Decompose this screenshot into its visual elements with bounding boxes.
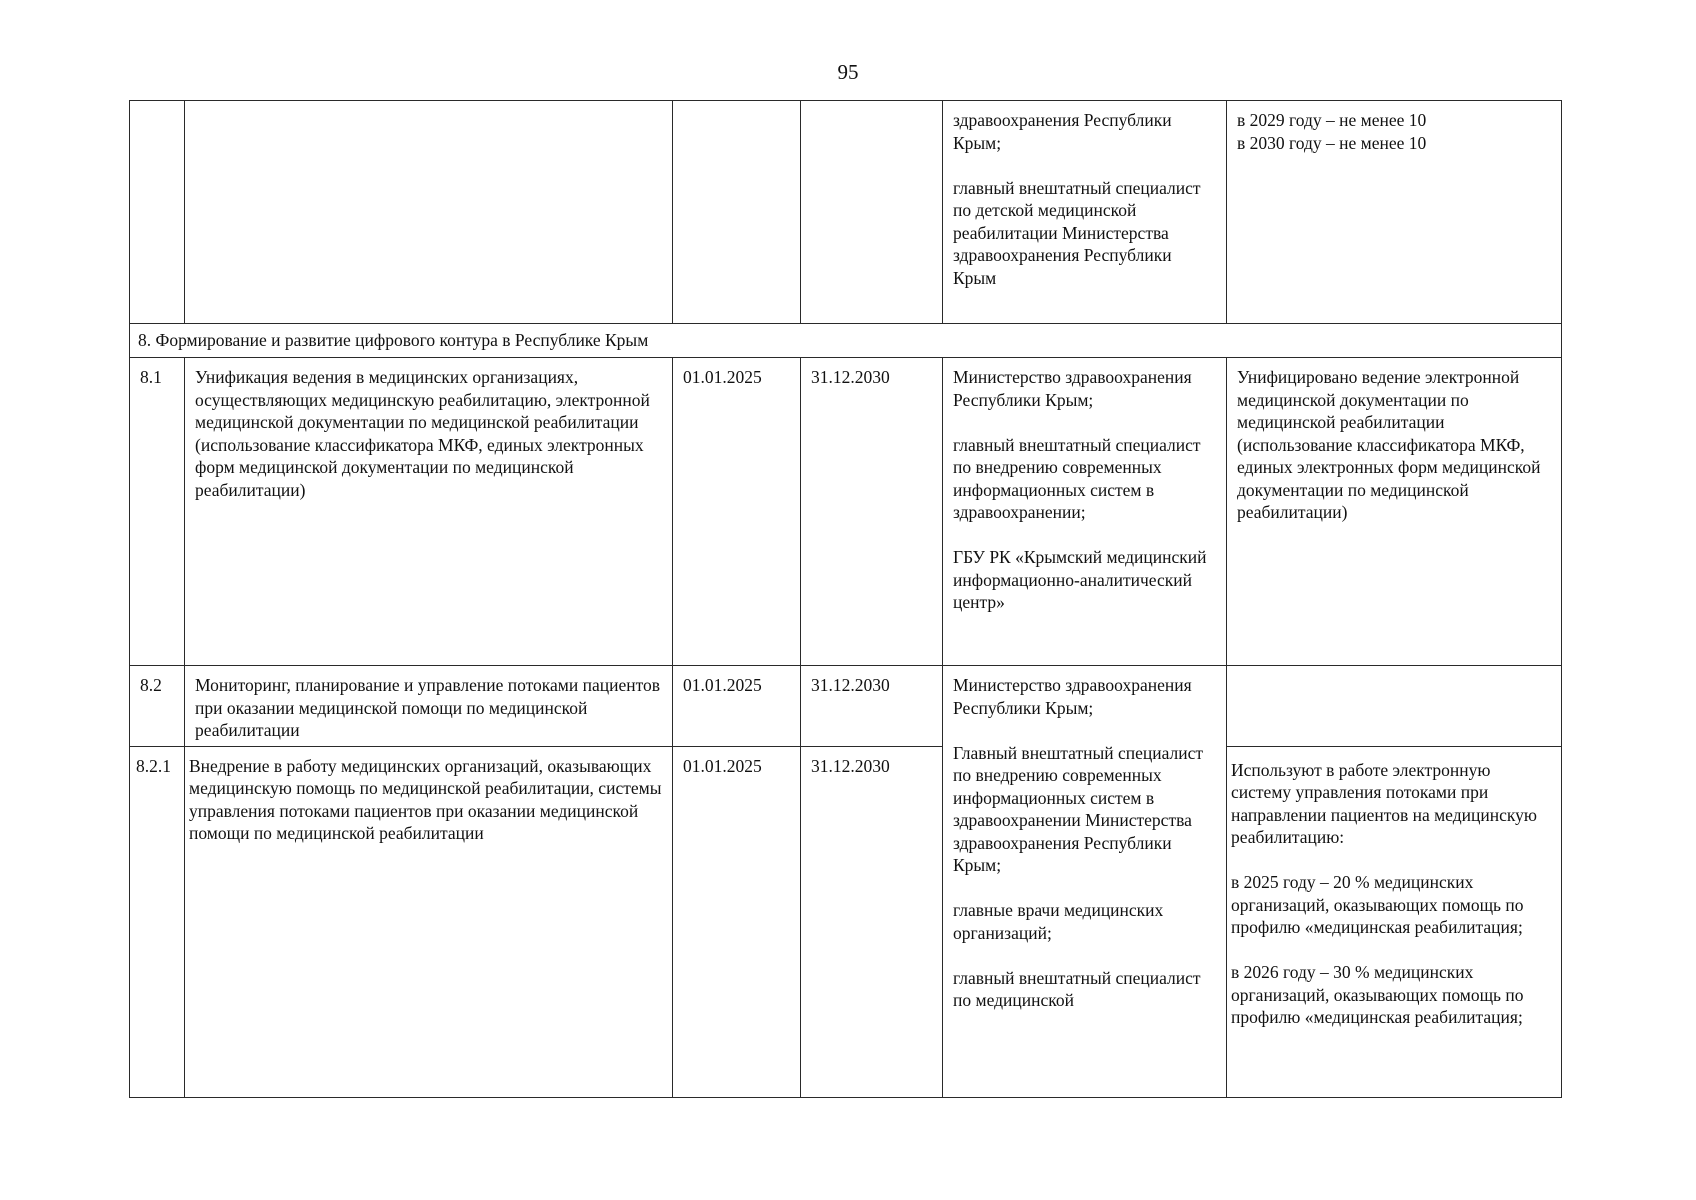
cell-num: 8.2.1	[130, 746, 185, 1097]
cell-name: Мониторинг, планирование и управление потоками пациентов при оказании медицинской помощи по медицинской реабилитации	[185, 666, 673, 747]
cell-responsible: здравоохранения Республики Крым; главный внештатный специалист по детской медицинской реабилитации Министерства здравоохранения Республики Крым	[943, 101, 1227, 324]
table-row	[130, 746, 1562, 1097]
cell-name	[185, 101, 673, 324]
responsible-text-continued: Главный внештатный специалист по внедрению современных информационных систем в здравоохранении Министерства здравоохранения Республики Крым; главные врачи медицинских организаций; главный внештатный специалист по медицинской	[953, 742, 1204, 1010]
cell-end-date: 31.12.2030	[801, 666, 943, 747]
cell-name: Унификация ведения в медицинских организациях, осуществляющих медицинскую реабилитацию, электронной медицинской документации по медицинской реабилитации (использование классификатора МКФ, единых электронных форм медицинской документации по медицинской реабилитации)	[185, 358, 673, 666]
cell-responsible: Министерство здравоохранения Республики Крым; главный внештатный специалист по внедрению современных информационных систем в здравоохранении; ГБУ РК «Крымский медицинский информационно-аналитический центр»	[943, 358, 1227, 666]
cell-end-date: 31.12.2030	[801, 358, 943, 666]
cell-end-date: 31.12.2030	[801, 746, 943, 1097]
table-row	[130, 358, 1562, 666]
responsible-text: Министерство здравоохранения Республики Крым;	[953, 675, 1192, 718]
section-row	[130, 324, 1562, 358]
table-row	[130, 101, 1562, 324]
cell-result: в 2029 году – не менее 10 в 2030 году – не менее 10	[1227, 101, 1562, 324]
page-number: 95	[837, 60, 859, 84]
activities-table	[129, 100, 1562, 1098]
cell-start-date: 01.01.2025	[673, 358, 801, 666]
cell-start-date: 01.01.2025	[673, 666, 801, 747]
cell-start-date: 01.01.2025	[673, 746, 801, 1097]
section-title: 8. Формирование и развитие цифрового контура в Республике Крым	[130, 324, 1562, 358]
cell-responsible	[943, 666, 1227, 1098]
table-row	[130, 666, 1562, 747]
cell-name: Внедрение в работу медицинских организаций, оказывающих медицинскую помощь по медицинской реабилитации, системы управления потоками пациентов при оказании медицинской помощи по медицинской реабилитации	[185, 746, 673, 1097]
cell-result: Унифицировано ведение электронной медицинской документации по медицинской реабилитации (использование классификатора МКФ, единых электронных форм медицинской документации по медицинской реабилитации)	[1227, 358, 1562, 666]
cell-result: Используют в работе электронную систему управления потоками при направлении пациентов на медицинскую реабилитацию: в 2025 году – 20 % медицинских организаций, оказывающих помощь по профилю «медицинская реабилитация; в 2026 году – 30 % медицинских организаций, оказывающих помощь по профилю «медицинская реабилитация;	[1227, 746, 1562, 1097]
cell-num: 8.1	[130, 358, 185, 666]
cell-num: 8.2	[130, 666, 185, 747]
cell-num	[130, 101, 185, 324]
cell-start-date	[673, 101, 801, 324]
cell-end-date	[801, 101, 943, 324]
cell-result	[1227, 666, 1562, 747]
